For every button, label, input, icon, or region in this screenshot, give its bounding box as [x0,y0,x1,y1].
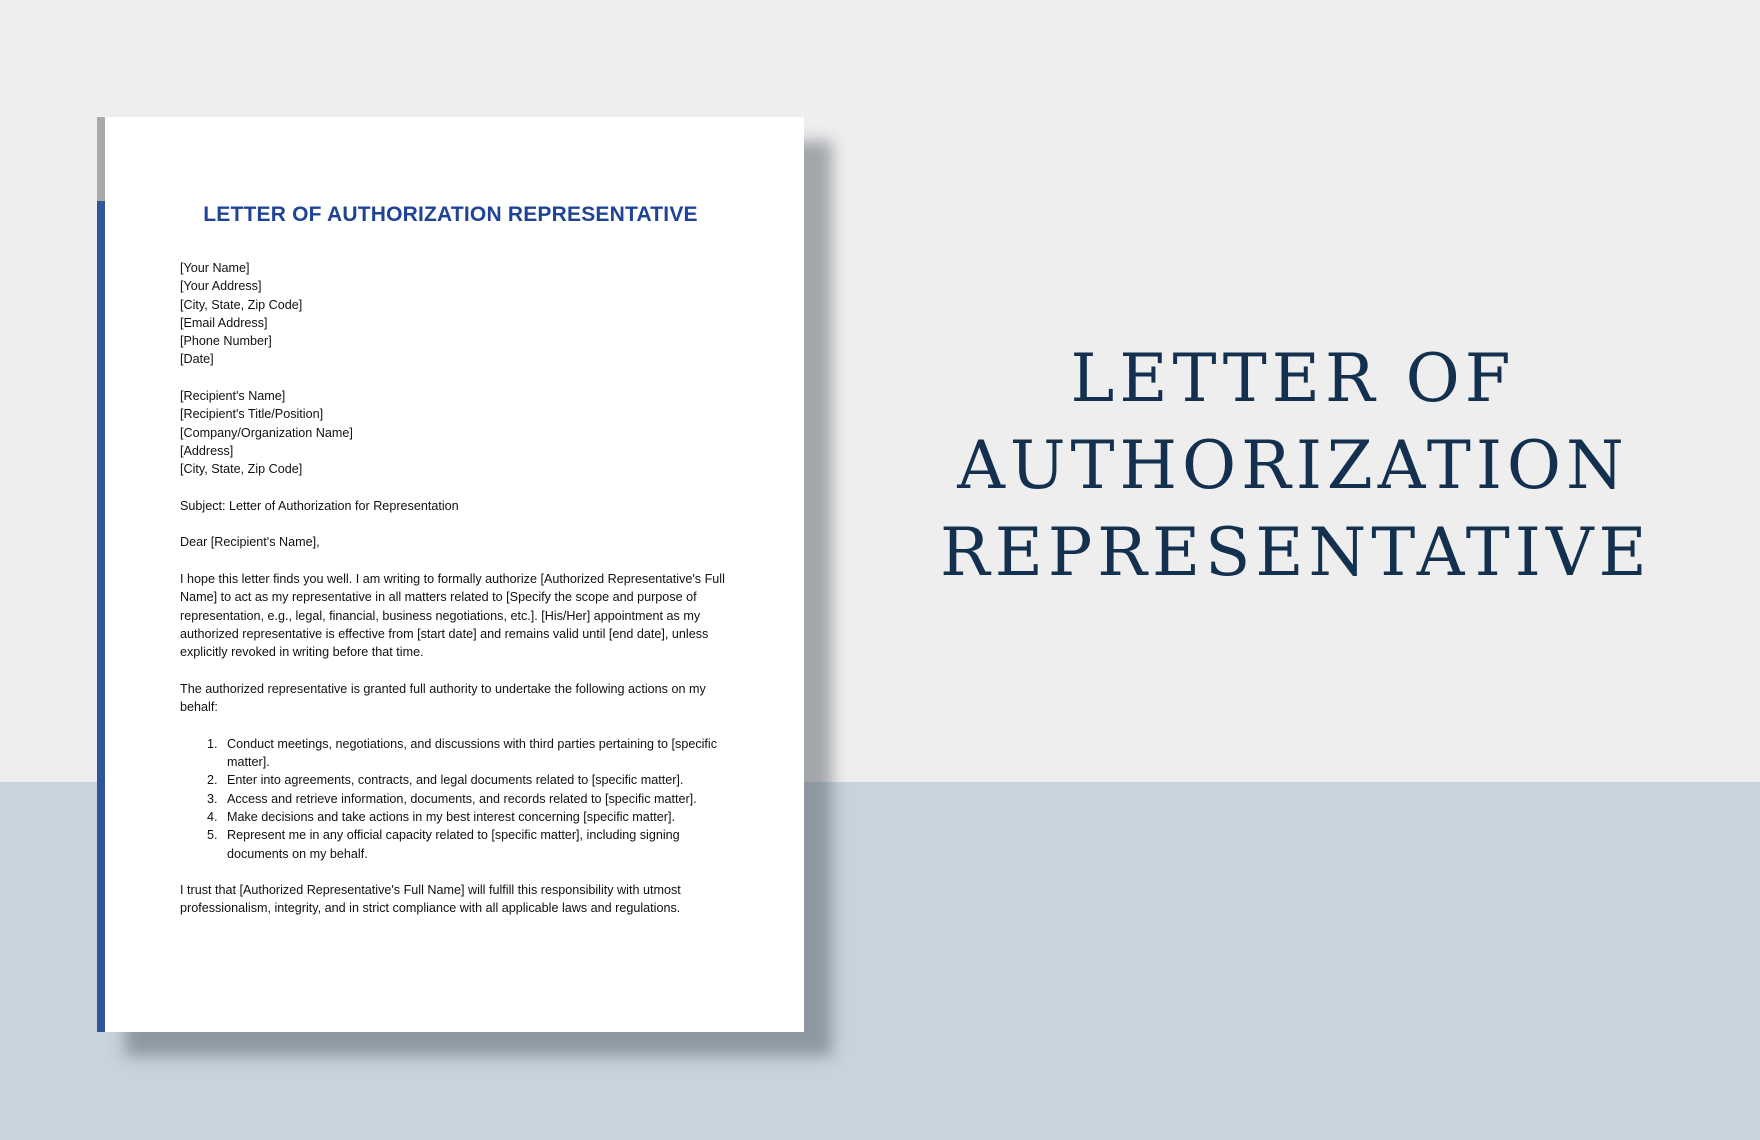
page-accent-bar-blue [97,201,105,1032]
recipient-line: [Recipient's Title/Position] [180,407,324,422]
sender-line: [Date] [180,352,214,367]
document-title: LETTER OF AUTHORIZATION REPRESENTATIVE [203,203,698,226]
paragraph-authority: The authorized representative is granted full authority to undertake the following actions on my behalf: [180,681,706,715]
list-item: 2. Enter into agreements, contracts, and legal documents related to [specific matter]. [221,771,740,789]
list-item: 3. Access and retrieve information, documents, and records related to [specific matter]. [221,790,740,808]
document-body [180,259,740,936]
page-accent-bar-gray [97,117,105,201]
salutation: Dear [Recipient's Name], [180,535,320,550]
sender-line: [City, State, Zip Code] [180,297,303,312]
recipient-line: [Company/Organization Name] [180,425,353,440]
actions-list [180,735,740,863]
hero-title-line: AUTHORIZATION [957,427,1629,504]
paragraph-intro: I hope this letter finds you well. I am writing to formally authorize [Authorized Representative's Full Name] to act as my representative in all matters related to [Specify the scope and purpose of representation, e.g., legal, financial, business negotiations, etc.]. [His/Her] appointment as my authorized representative is effective from [start date] and remains valid until [end date], unless explicitly revoked in writing before that time. [180,572,725,660]
document-page [97,117,804,1032]
recipient-line: [City, State, Zip Code] [180,462,303,477]
sender-line: [Your Name] [180,261,250,275]
sender-line: [Your Address] [180,279,262,294]
hero-title-line: REPRESENTATIVE [940,514,1652,591]
recipient-line: [Recipient's Name] [180,389,286,404]
sender-line: [Phone Number] [180,334,272,349]
sender-block [180,259,740,369]
recipient-block [180,387,740,478]
sender-line: [Email Address] [180,315,268,330]
hero-title [940,335,1652,596]
hero-title-line: LETTER OF [1070,340,1516,417]
list-item: 5. Represent me in any official capacity related to [specific matter], including signing documents on my behalf. [221,826,740,863]
paragraph-closing: I trust that [Authorized Representative's Full Name] will fulfill this responsibility with utmost professionalism, integrity, and in strict compliance with all applicable laws and regulations. [180,883,681,916]
list-item: 1. Conduct meetings, negotiations, and discussions with third parties pertaining to [specific matter]. [221,735,740,772]
subject-line: Subject: Letter of Authorization for Representation [180,498,459,513]
list-item: 4. Make decisions and take actions in my best interest concerning [specific matter]. [221,808,740,826]
recipient-line: [Address] [180,443,234,458]
